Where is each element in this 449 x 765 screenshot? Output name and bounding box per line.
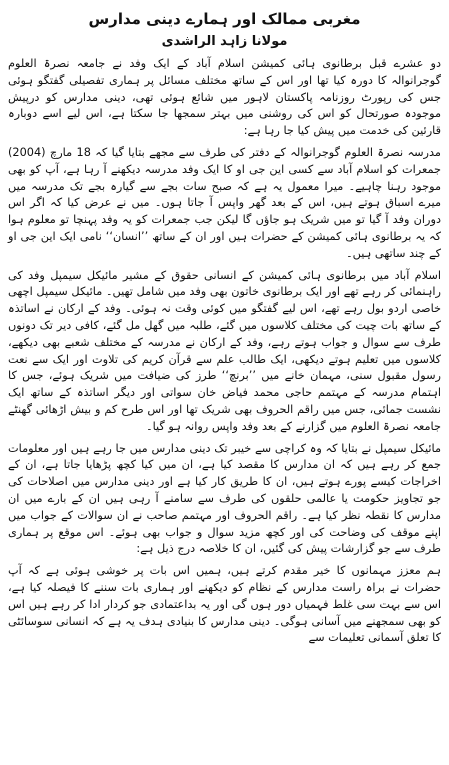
article-title: مغربی ممالک اور ہمارے دینی مدارس <box>88 10 361 28</box>
article-body <box>8 56 441 647</box>
article-author: مولانا زاہد الراشدی <box>161 34 288 49</box>
paragraph-delegation: اسلام آباد میں برطانوی ہائی کمیشن کے انسانی حقوق کے مشیر مائیکل سیمپل وفد کی راہنمائی کر رہے تھے اور ایک برطانوی خاتون بھی وفد میں شامل تھیں۔ مائیکل سیمپل اچھی خاصی اردو بول رہے تھے، اس لیے گفتگو میں کوئی وقت نہ ہوئی۔ وفد کے ارکان نے اساتذہ کے ساتھ بات چیت کی مختلف کلاسوں میں گئے، طلبہ میں گھل مل گئے، کافی دیر تک دونوں طرف سے سوال و جواب ہوتے رہے، وفد کے ارکان نے مدرسہ کے مختلف شعبے بھی دیکھے، کلاسوں میں تعلیم ہوتے دیکھی، ایک طالب علم سے قرآن کریم کی تلاوت اور ایک سے نعت رسول مقبول سنی، مہمان خانے میں ’’برنچ‘‘ طرز کی ضیافت میں شریک ہوئے، جس کا اہتمام مدرسہ کے مہتمم حاجی محمد فیاض خان سواتی اور دیگر اساتذہ کے ساتھ ایک نشست جمائی، جس میں راقم الحروف بھی شریک تھا اور اس طرح کم و بیش اڑھائی گھنٹے جامعہ نصرۃ العلوم میں گزارنے کے بعد وفد واپس روانہ ہو گیا۔ <box>8 268 441 433</box>
paragraph-intro: دو عشرے قبل برطانوی ہائی کمیشن اسلام آباد کے ایک وفد نے جامعہ نصرۃ العلوم گوجرانوالہ کا دورہ کیا تھا اور اس کے ساتھ مختلف مسائل پر ہماری تفصیلی گفتگو ہوئی جس کی رپورٹ روزنامہ پاکستان لاہور میں شائع ہوئی تھی، دینی مدارس کو درپیش موجودہ صورتحال کو اس کی روشنی میں بہتر سمجھا جا سکتا ہے، اس لیے اسے دوبارہ قارئین کی خدمت میں پیش کیا جا رہا ہے: <box>8 57 441 138</box>
paragraph-response: ہم معزز مہمانوں کا خیر مقدم کرتے ہیں، ہمیں اس بات پر خوشی ہوئی ہے کہ آپ حضرات نے براہ راست مدارس کے نظام کو دیکھنے اور ہماری بات سننے کا فیصلہ کیا ہے، اس سے بہت سی غلط فہمیاں دور ہوں گی اور یہ بداعتمادی جو کردار ادا کر رہے ہیں اس کو بھی سمجھنے میں آسانی ہوگی۔ دینی مدارس کا بنیادی ہدف یہ ہے کہ انسانی سوسائٹی کا تعلق آسمانی تعلیمات سے <box>8 564 441 645</box>
paragraph-visit: مدرسہ نصرۃ العلوم گوجرانوالہ کے دفتر کی طرف سے مجھے بتایا گیا کہ 18 مارچ (2004) جمعرات کو اسلام آباد سے کسی این جی او کا ایک وفد مدرسہ دیکھنے آ رہا ہے، آپ کو بھی موجود رہنا چاہیے۔ میرا معمول یہ ہے کہ صبح سات بجے سے گیارہ بجے تک مدرسہ میں میرے اسباق ہوتے ہیں، اس کے بعد گھر واپس آ جاتا ہوں۔ میں نے عرض کیا کہ اگر اس دوران وفد آ گیا تو میں شریک ہو جاؤں گا لیکن جب جمعرات کو یہ وفد پہنچا تو معلوم ہوا کہ یہ برطانوی ہائی کمیشن کے حضرات ہیں اور ان کے ساتھ ’’انسان‘‘ نامی ایک این جی او کے چند ساتھی ہیں۔ <box>8 145 441 260</box>
paragraph-questions: مائیکل سیمپل نے بتایا کہ وہ کراچی سے خیبر تک دینی مدارس میں جا رہے ہیں اور معلومات جمع کر رہے ہیں کہ ان مدارس کا مقصد کیا ہے، ان میں کیا کچھ پڑھایا جاتا ہے، ان کے اخراجات کیسے پورے ہوتے ہیں، ان کا طریق کار کیا ہے اور دینی مدارس میں اصلاحات کی جو تجاویز حکومت یا عالمی حلقوں کی طرف سے سامنے آ رہی ہیں ان کے بارے میں ان مدارس کا نقطہ نظر کیا ہے۔ راقم الحروف اور مہتمم صاحب نے ان سوالات کے جواب میں اپنے موقف کی وضاحت کی اور کچھ مزید سوال و جواب بھی ہوئے۔ اس موقع پر ہماری طرف سے جو گزارشات پیش کی گئیں، ان کا خلاصہ درج ذیل ہے: <box>8 441 441 556</box>
